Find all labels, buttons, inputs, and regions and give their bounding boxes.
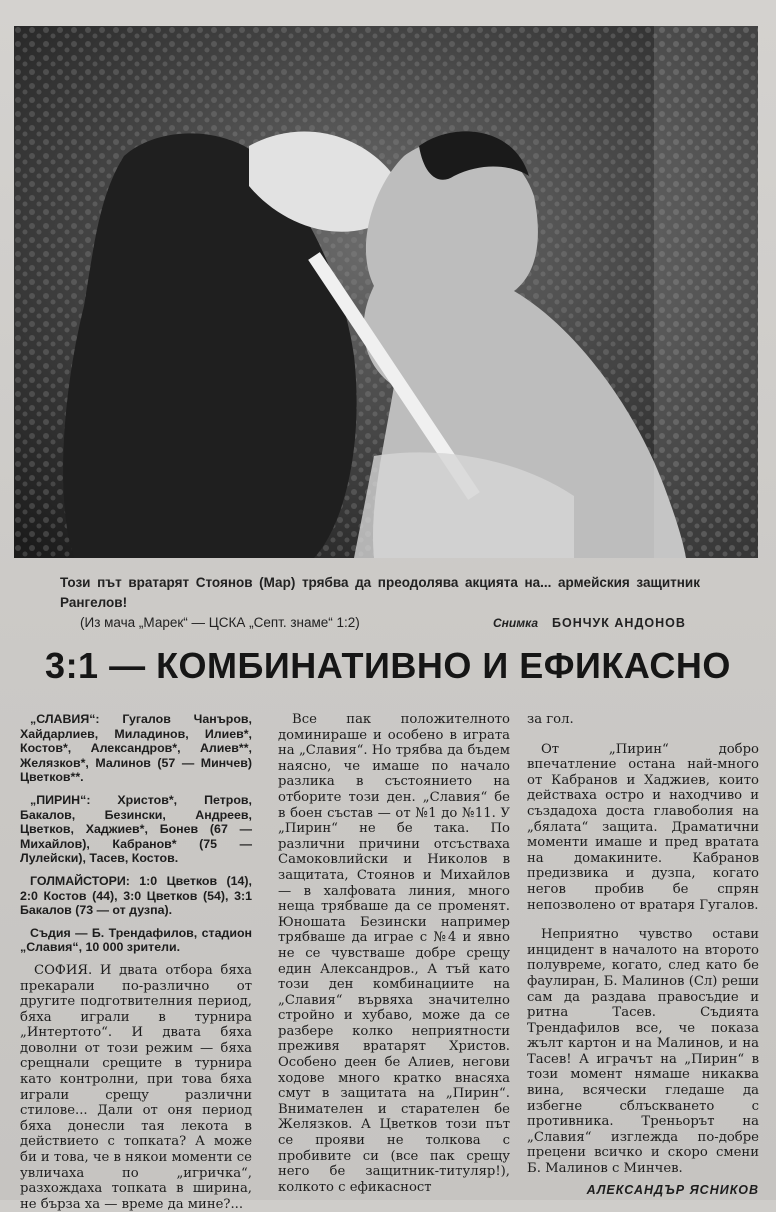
- lineups: [20, 712, 252, 955]
- goal-scorers: ГОЛМАЙСТОРИ: 1:0 Цветков (14), 2:0 Костов (44), 3:0 Цветков (54), 3:1 Бакалов (73 — от дузпа).: [20, 873, 252, 918]
- article-paragraph: Неприятно чувство остави инцидент в началото на второто полувреме, когато, след като бе фаулиран, Б. Малинов (Сл) реши сам да раздава правосъдие и ритна Тасев. Съдията Трендафилов все, че показа жълт картон и на Малинов, и на Тасев! А играчът на „Пирин“ в този момент нямаше никаква вина, всячески гледаше да избегне сблъскването с противника. Треньорът на „Славия“ изглежда по-добре прецени всичко и скоро смени Б. Малинов с Минчев.: [527, 927, 759, 1177]
- article-column-3: [527, 712, 759, 1198]
- photo-label: Снимка: [493, 616, 539, 630]
- pirin-lineup: „ПИРИН“: Христов*, Петров, Бакалов, Безински, Андреев, Цветков, Хаджиев*, Бонев (67 — Михайлов), Кабранов* (75 — Лулейски), Тасев, Костов.: [20, 792, 252, 866]
- article-paragraph: От „Пирин“ добро впечатление остана най-много от Кабранов и Хаджиев, които действаха остро и находчиво и създадоха доста главоболия на „бялата“ защита. Драматични моменти имаше и пред вратата на домакините. Кабранов предизвика и дузпа, когато негов пробив бе спрян непозволено от вратаря Гугалов.: [527, 741, 759, 913]
- article-paragraph: за гол.: [527, 712, 574, 727]
- caption-text: Този път вратарят Стоянов (Мар) трябва да преодолява акцията на... армейския защитник Рангелов!: [60, 575, 700, 610]
- article-column-2: [278, 712, 510, 1195]
- author-signature: АЛЕКСАНДЪР ЯСНИКОВ: [586, 1182, 759, 1197]
- photographer-name: БОНЧУК АНДОНОВ: [552, 616, 686, 630]
- article-paragraph: Все пак положителното доминираше и особено в играта на „Славия“. Но трябва да бъдем наясно, че имаше по начало разлика в състоянието на отборите този ден. „Славия“ бе в боен състав — от №1 до №11. У „Пирин“ не бе така. По различни причини отсъстваха Самоковлийски и Николов в защитата, Стоянов и Михайлов — в халфовата линия, много неща трябваше да се променят. Юношата Безински например трябваше да играе с №4 и явно не се чувстваше добре срещу един Александров., А тъй като този ден комбинациите на „Славия“ вървяха значително стройно и хубаво, може да се разбере колко неприятности преживя вратарят Христов. Особено деен бе Алиев, негови ходове много кратко внасяха смут в защитата на „Пирин“. Внимателен и старателен бе Желязков. А Цветков този път се прояви не толкова с пробивите си (все пак срещу него бе защитник-титуляр!), колкото с ефикасност: [278, 712, 510, 1195]
- article-paragraph: СОФИЯ. И двата отбора бяха прекарали по-различно от другите подготвителния период, бяха играли в турнира „Интертото“. И двата бяха доволни от този режим — бяха срещнали срещите в турнира като контролни, при това бяха играли срещу различни стилове... Дали от оня период бяха донесли тая лекота в действието с топката? А може би и това, че в някои моменти се увличаха по „игричка“, разхождаха топката в ширина, не бърза ха — време да мине?...: [20, 962, 252, 1212]
- referee-info: Съдия — Б. Трендафилов, стадион „Славия“, 10 000 зрители.: [20, 925, 252, 955]
- article-headline: 3:1 — КОМБИНАТИВНО И ЕФИКАСНО: [45, 645, 731, 686]
- article-column-1: [20, 712, 252, 1212]
- slavia-lineup: „СЛАВИЯ“: Гугалов Чанъров, Хайдарлиев, Миладинов, Илиев*, Костов*, Александров*, Алиев**, Желязков*, Малинов (57 — Минчев) Цветков**.: [20, 712, 252, 785]
- caption-source: (Из мача „Марек“ — ЦСКА „Септ. знаме“ 1:2): [80, 615, 360, 630]
- photo-image: [14, 26, 758, 558]
- match-photo: [14, 26, 758, 558]
- photo-caption: [60, 573, 700, 630]
